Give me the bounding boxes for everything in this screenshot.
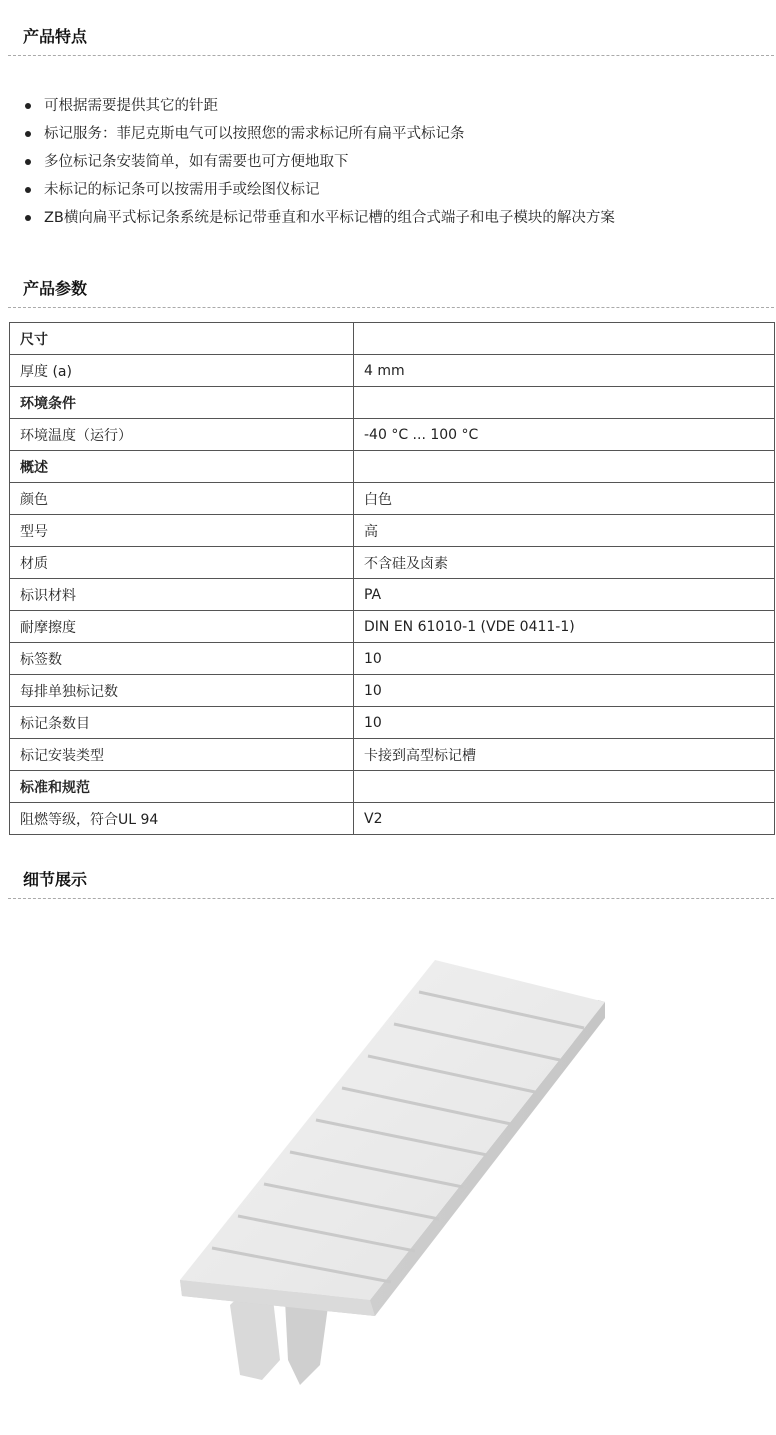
- param-value: V2: [354, 803, 775, 835]
- params-section-title: [8, 279, 774, 308]
- params-row: [10, 611, 775, 643]
- param-value: 白色: [354, 483, 775, 515]
- param-key: 型号: [10, 515, 354, 547]
- params-row: [10, 323, 775, 355]
- param-value: -40 °C ... 100 °C: [354, 419, 775, 451]
- params-row: [10, 707, 775, 739]
- param-key: 阻燃等级，符合UL 94: [10, 803, 354, 835]
- feature-item: 多位标记条安装简单，如有需要也可方便地取下: [22, 148, 615, 176]
- param-value: [354, 451, 775, 483]
- param-value: DIN EN 61010-1 (VDE 0411-1): [354, 611, 775, 643]
- feature-item: 未标记的标记条可以按需用手或绘图仪标记: [22, 176, 615, 204]
- param-value: [354, 323, 775, 355]
- marker-strip-illustration: [170, 940, 620, 1400]
- params-row: [10, 547, 775, 579]
- params-row: [10, 515, 775, 547]
- features-section-title: [8, 27, 774, 56]
- param-value: [354, 771, 775, 803]
- params-row: [10, 643, 775, 675]
- param-value: 不含硅及卤素: [354, 547, 775, 579]
- param-value: 10: [354, 707, 775, 739]
- params-row: [10, 387, 775, 419]
- details-section-title: [8, 870, 774, 899]
- param-value: PA: [354, 579, 775, 611]
- features-title-text: 产品特点: [23, 27, 88, 46]
- param-key: 标记安装类型: [10, 739, 354, 771]
- params-row: [10, 579, 775, 611]
- param-key: 每排单独标记数: [10, 675, 354, 707]
- param-key: 耐摩擦度: [10, 611, 354, 643]
- feature-item: ZB横向扁平式标记条系统是标记带垂直和水平标记槽的组合式端子和电子模块的解决方案: [22, 204, 615, 232]
- param-value: 卡接到高型标记槽: [354, 739, 775, 771]
- params-row: [10, 675, 775, 707]
- param-key: 厚度 (a): [10, 355, 354, 387]
- param-key: 颜色: [10, 483, 354, 515]
- params-row: [10, 355, 775, 387]
- param-value: 10: [354, 643, 775, 675]
- param-key: 概述: [10, 451, 354, 483]
- param-key: 标准和规范: [10, 771, 354, 803]
- param-value: [354, 387, 775, 419]
- param-key: 环境温度（运行）: [10, 419, 354, 451]
- params-row: [10, 483, 775, 515]
- params-row: [10, 771, 775, 803]
- feature-item: 标记服务：菲尼克斯电气可以按照您的需求标记所有扁平式标记条: [22, 120, 615, 148]
- params-row: [10, 739, 775, 771]
- params-title-text: 产品参数: [23, 279, 88, 298]
- feature-item: 可根据需要提供其它的针距: [22, 92, 615, 120]
- param-key: 标记条数目: [10, 707, 354, 739]
- param-key: 材质: [10, 547, 354, 579]
- params-row: [10, 451, 775, 483]
- params-table: [9, 322, 775, 835]
- param-value: 4 mm: [354, 355, 775, 387]
- param-value: 10: [354, 675, 775, 707]
- params-row: [10, 803, 775, 835]
- product-image: [170, 940, 620, 1400]
- features-list: [22, 92, 615, 232]
- param-key: 标识材料: [10, 579, 354, 611]
- param-key: 环境条件: [10, 387, 354, 419]
- param-key: 标签数: [10, 643, 354, 675]
- param-key: 尺寸: [10, 323, 354, 355]
- details-title-text: 细节展示: [23, 870, 88, 889]
- param-value: 高: [354, 515, 775, 547]
- params-row: [10, 419, 775, 451]
